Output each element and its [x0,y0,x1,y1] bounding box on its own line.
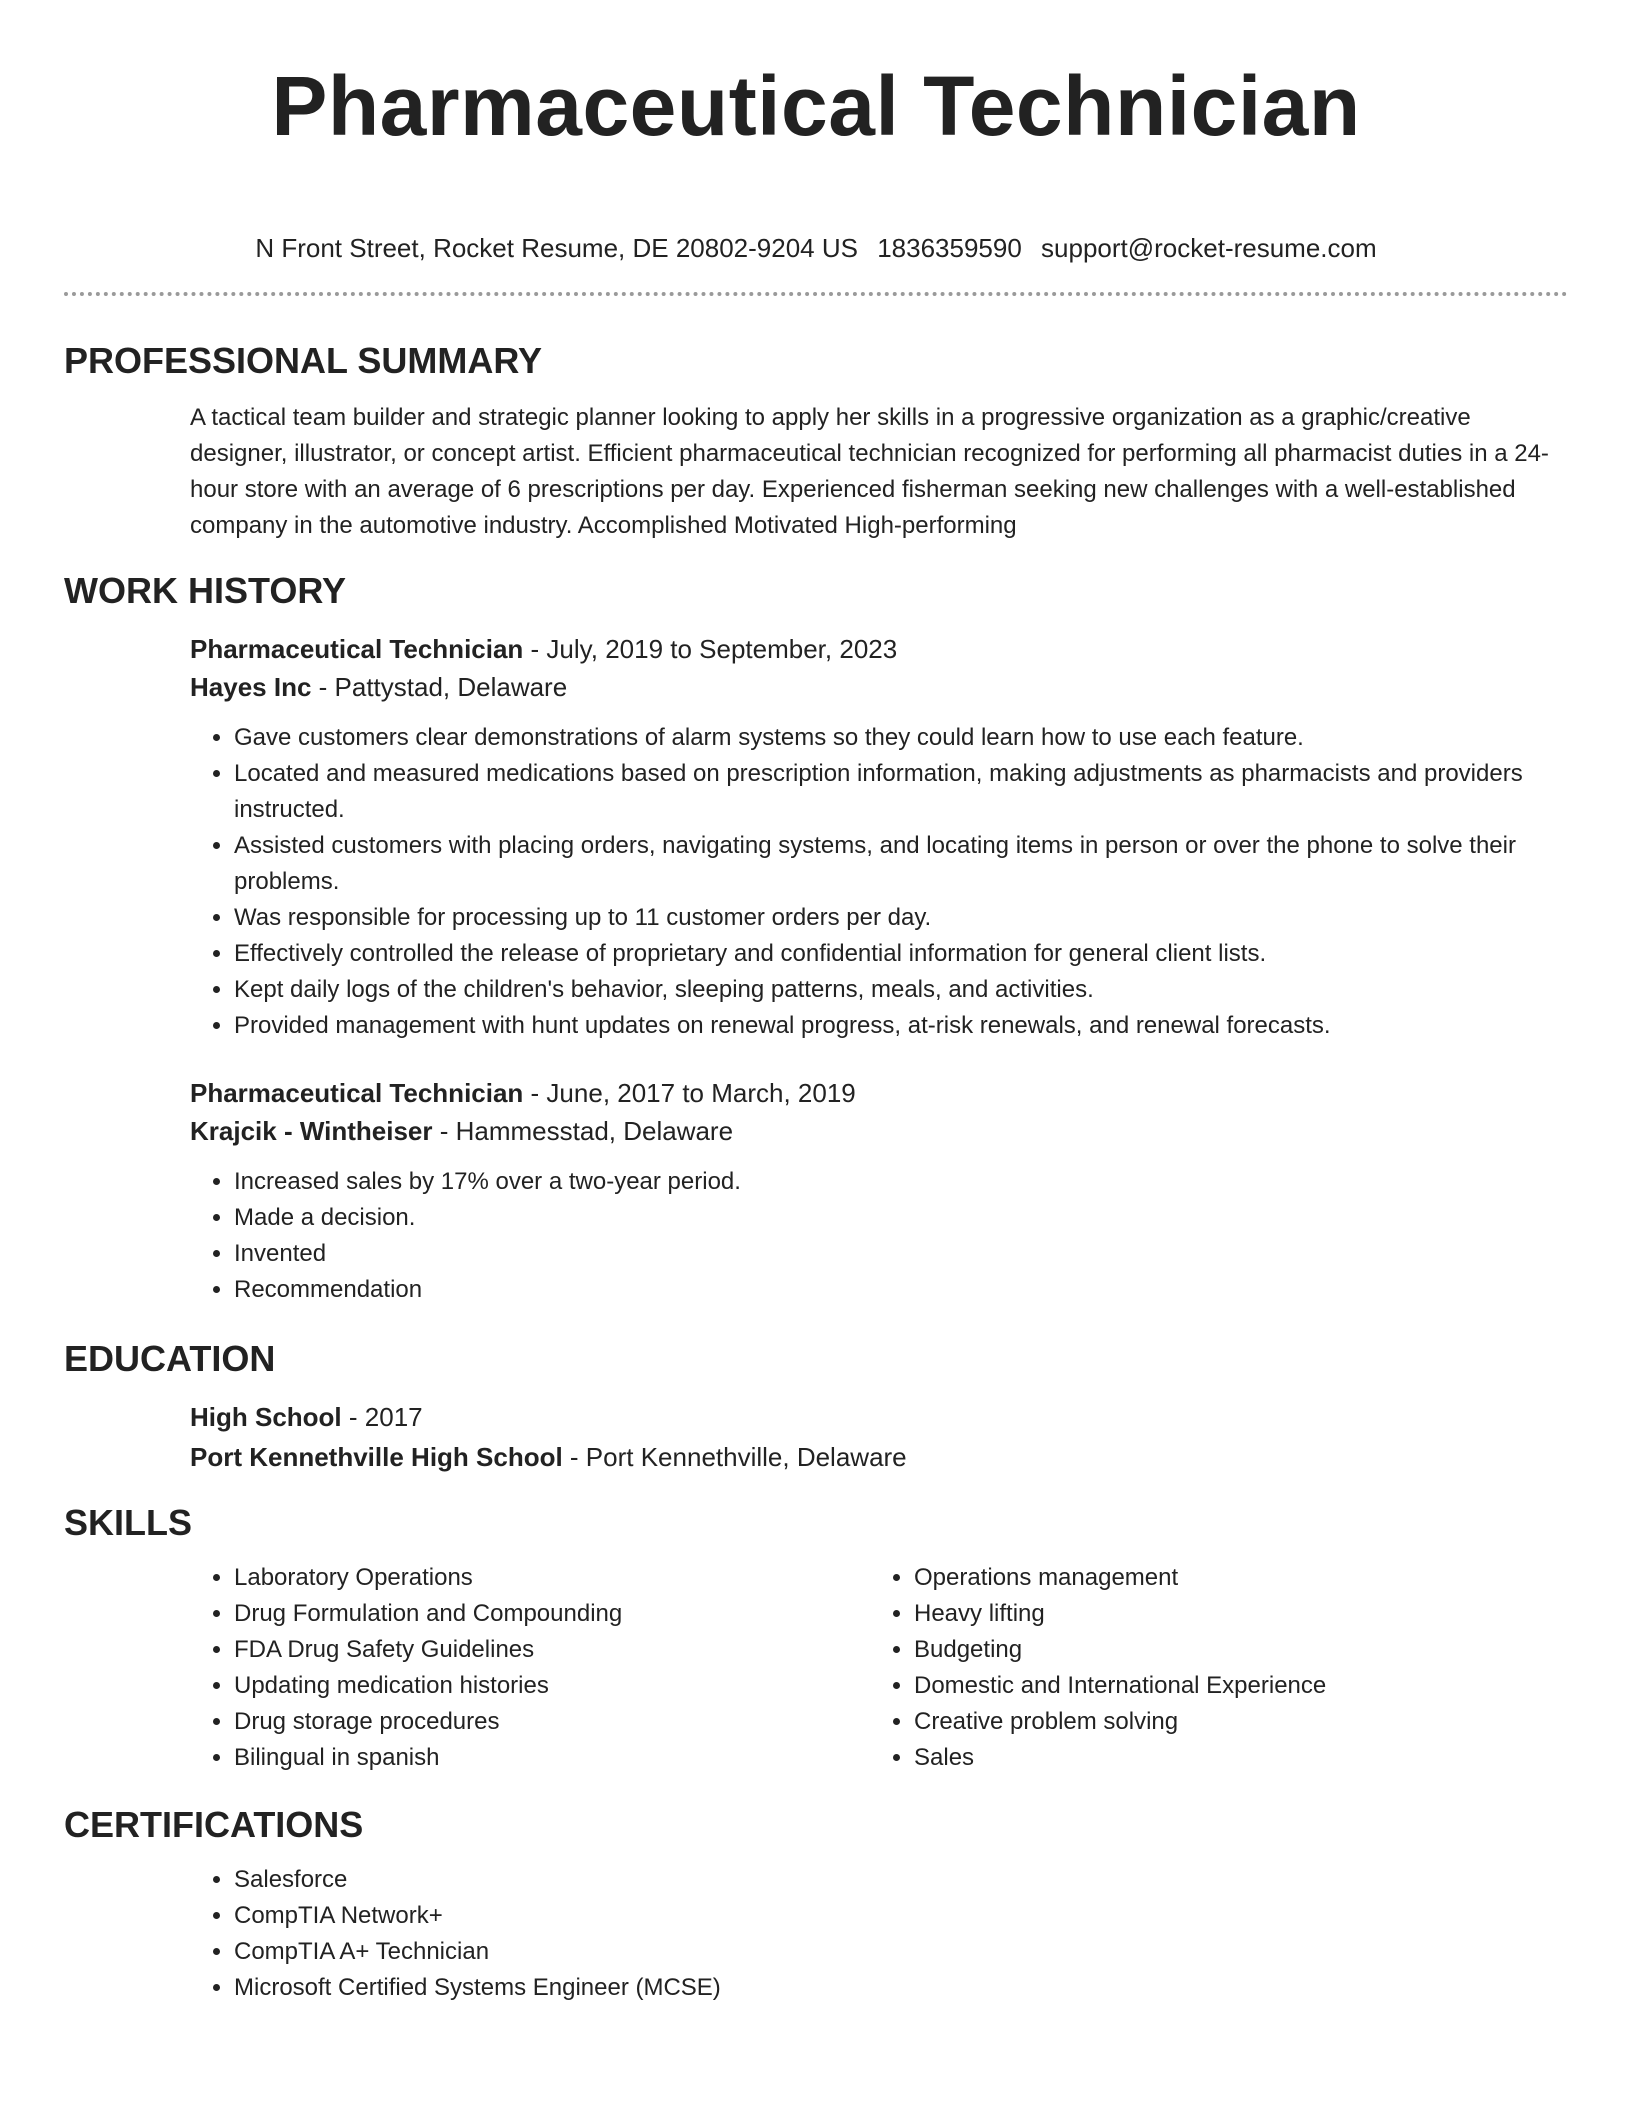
certifications-heading: CERTIFICATIONS [64,1804,364,1845]
skill-item: • Drug Formulation and Compounding [234,1596,870,1632]
certification-item: • Microsoft Certified Systems Engineer (MCSE) [234,1970,1568,2006]
job-bullet: • Kept daily logs of the children's behavior, sleeping patterns, meals, and activities. [234,972,1568,1008]
skills-heading: SKILLS [64,1502,193,1543]
job-bullet: • Recommendation [234,1272,1568,1308]
certifications-section [190,1862,1568,2006]
job-location: - Pattystad, Delaware [311,672,568,702]
contact-email: support@rocket-resume.com [1041,233,1377,263]
work-history-section [190,630,1568,1308]
job-bullet: • Gave customers clear demonstrations of alarm systems so they could learn how to use each feature. [234,720,1568,756]
job-bullet: • Assisted customers with placing orders, navigating systems, and locating items in person or over the phone to solve their problems. [234,828,1568,900]
summary-section [190,400,1568,544]
education-school-line [190,1438,1568,1476]
job-dates: - June, 2017 to March, 2019 [523,1078,856,1108]
job-bullet: • Was responsible for processing up to 11 customer orders per day. [234,900,1568,936]
skill-item: • FDA Drug Safety Guidelines [234,1632,870,1668]
skill-item: • Drug storage procedures [234,1704,870,1740]
summary-text: A tactical team builder and strategic planner looking to apply her skills in a progressive organization as a graphic/creative designer, illustrator, or concept artist. Efficient pharmaceutical technician recognized for performing all pharmacist duties in a 24-hour store with an average of 6 prescriptions per day. Experienced fisherman seeking new challenges with a well-established company in the automotive industry. Accomplished Motivated High-performing [190,404,1549,539]
job-bullets [190,1164,1568,1308]
skill-item: • Updating medication histories [234,1668,870,1704]
skill-item: • Budgeting [914,1632,1550,1668]
job-bullet: • Made a decision. [234,1200,1568,1236]
skills-column-right [870,1560,1550,1776]
job-company: Krajcik - Wintheiser [190,1116,433,1146]
job-title-line [190,1074,1568,1112]
education-year: - 2017 [341,1402,423,1432]
skills-column-left [190,1560,870,1776]
work-history-heading: WORK HISTORY [64,570,347,611]
job-company-line [190,1112,1568,1150]
summary-heading: PROFESSIONAL SUMMARY [64,340,543,381]
skill-item: • Heavy lifting [914,1596,1550,1632]
job-bullets [190,720,1568,1044]
education-heading: EDUCATION [64,1338,276,1379]
job-entry [190,1074,1568,1308]
contact-phone: 1836359590 [877,233,1022,263]
skill-item: • Bilingual in spanish [234,1740,870,1776]
job-company: Hayes Inc [190,672,312,702]
job-bullet: • Increased sales by 17% over a two-year period. [234,1164,1568,1200]
contact-line [64,230,1568,266]
certification-item: • Salesforce [234,1862,1568,1898]
job-bullet: • Located and measured medications based on prescription information, making adjustments as pharmacists and providers instructed. [234,756,1568,828]
education-degree-line [190,1398,1568,1436]
job-company-line [190,668,1568,706]
education-degree: High School [190,1402,342,1432]
resume-name: Pharmaceutical Technician [271,59,1361,153]
job-role: Pharmaceutical Technician [190,634,524,664]
job-bullet: • Effectively controlled the release of proprietary and confidential information for general client lists. [234,936,1568,972]
certification-item: • CompTIA A+ Technician [234,1934,1568,1970]
skill-item: • Creative problem solving [914,1704,1550,1740]
skills-list-right [870,1560,1550,1776]
header-divider [64,292,1568,296]
job-role: Pharmaceutical Technician [190,1078,524,1108]
certification-item: • CompTIA Network+ [234,1898,1568,1934]
skill-item: • Sales [914,1740,1550,1776]
contact-address: N Front Street, Rocket Resume, DE 20802-9204 US [255,233,858,263]
education-location: - Port Kennethville, Delaware [562,1442,907,1472]
skill-item: • Domestic and International Experience [914,1668,1550,1704]
job-entry [190,630,1568,1044]
job-dates: - July, 2019 to September, 2023 [523,634,898,664]
skills-section [190,1560,1568,1776]
skill-item: • Laboratory Operations [234,1560,870,1596]
job-bullet: • Provided management with hunt updates on renewal progress, at-risk renewals, and renewal forecasts. [234,1008,1568,1044]
education-school: Port Kennethville High School [190,1442,563,1472]
job-location: - Hammesstad, Delaware [432,1116,734,1146]
skills-list-left [190,1560,870,1776]
education-section [190,1398,1568,1476]
certifications-list [190,1862,1568,2006]
job-bullet: • Invented [234,1236,1568,1272]
resume-page [64,0,1568,2006]
job-title-line [190,630,1568,668]
skill-item: • Operations management [914,1560,1550,1596]
